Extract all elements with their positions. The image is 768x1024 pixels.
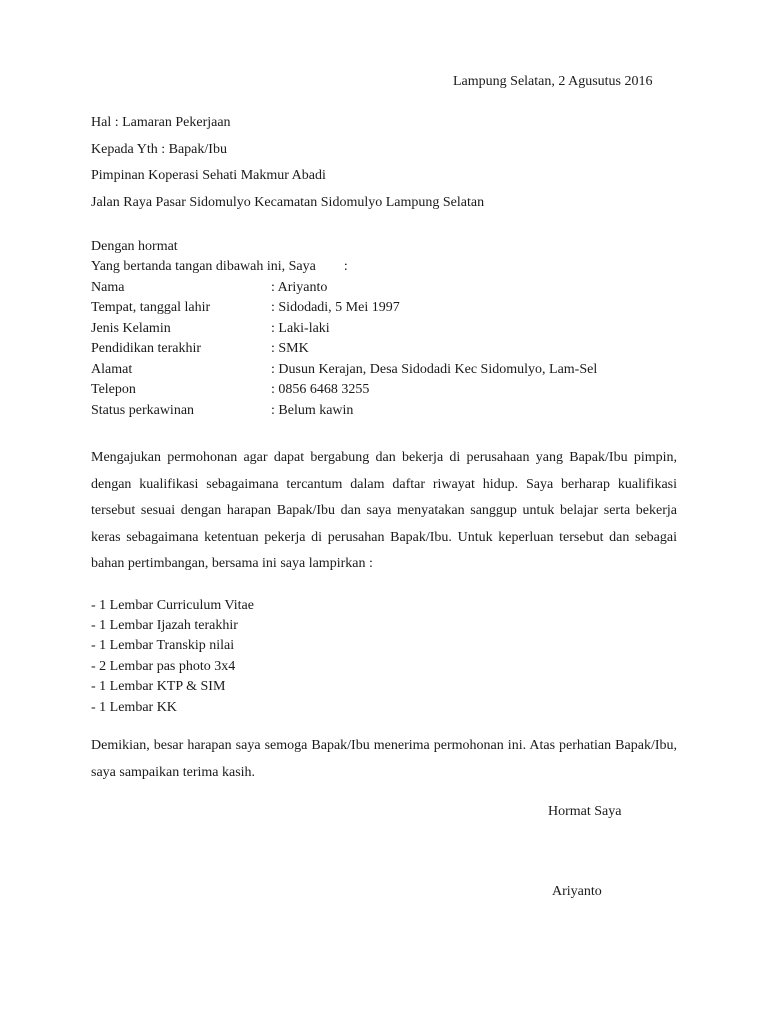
intro-line: Yang bertanda tangan dibawah ini, Saya :: [91, 259, 348, 274]
field-value: : Dusun Kerajan, Desa Sidodadi Kec Sidomulyo, Lam-Sel: [271, 362, 598, 377]
recipient-position: Pimpinan Koperasi Sehati Makmur Abadi: [91, 168, 326, 183]
field-label: Tempat, tanggal lahir: [91, 300, 211, 315]
greeting: Dengan hormat: [91, 239, 178, 254]
field-value: : 0856 6468 3255: [271, 382, 370, 397]
list-item: - 1 Lembar KTP & SIM: [91, 679, 226, 694]
list-item: - 1 Lembar KK: [91, 700, 177, 715]
closing-paragraph: Demikian, besar harapan saya semoga Bapak/Ibu menerima permohonan ini. Atas perhatian Bapak/Ibu, saya sampaikan terima kasih.: [91, 738, 677, 780]
recipient-to: Kepada Yth : Bapak/Ibu: [91, 142, 227, 157]
field-label: Nama: [91, 280, 125, 295]
field-value: : SMK: [271, 341, 309, 356]
field-value: : Sidodadi, 5 Mei 1997: [271, 300, 400, 315]
sign-off: Hormat Saya: [548, 804, 622, 819]
recipient-address: Jalan Raya Pasar Sidomulyo Kecamatan Sidomulyo Lampung Selatan: [91, 195, 485, 210]
subject-line: Hal : Lamaran Pekerjaan: [91, 115, 231, 130]
place-date: Lampung Selatan, 2 Agusutus 2016: [453, 74, 653, 89]
field-label: Alamat: [91, 362, 133, 377]
list-item: - 1 Lembar Transkip nilai: [91, 638, 235, 653]
field-value: : Belum kawin: [271, 403, 354, 418]
field-label: Pendidikan terakhir: [91, 341, 202, 356]
body-paragraph: Mengajukan permohonan agar dapat bergabung dan bekerja di perusahaan yang Bapak/Ibu pimpin, dengan kualifikasi sebagaimana tercantum dalam daftar riwayat hidup. Saya berharap kualifikasi tersebut sesuai dengan harapan Bapak/Ibu dan saya menyatakan sanggup untuk belajar serta bekerja keras sebagaimana ketentuan pekerja di perusahan Bapak/Ibu. Untuk keperluan tersebut dan sebagai bahan pertimbangan, bersama ini saya lampirkan :: [91, 450, 677, 571]
list-item: - 1 Lembar Curriculum Vitae: [91, 598, 254, 613]
list-item: - 1 Lembar Ijazah terakhir: [91, 618, 238, 633]
signature-name: Ariyanto: [552, 884, 602, 899]
list-item: - 2 Lembar pas photo 3x4: [91, 659, 236, 674]
field-value: : Laki-laki: [271, 321, 330, 336]
field-label: Telepon: [91, 382, 136, 397]
field-label: Jenis Kelamin: [91, 321, 171, 336]
field-value: : Ariyanto: [271, 280, 328, 295]
field-label: Status perkawinan: [91, 403, 195, 418]
